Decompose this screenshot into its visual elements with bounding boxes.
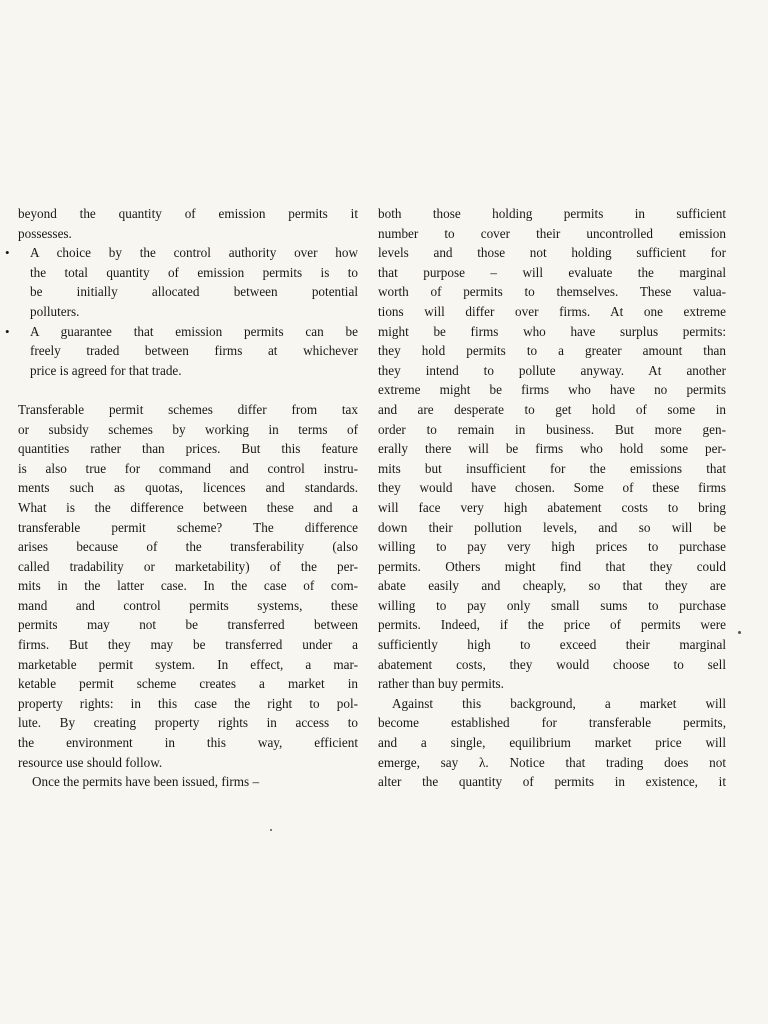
bullet-item xyxy=(5,322,358,381)
text-line: freely traded between firms at whichever xyxy=(30,343,358,359)
bullet-item xyxy=(5,243,358,321)
text-line: resource use should follow. xyxy=(18,754,163,770)
bullet-icon: • xyxy=(5,245,10,261)
text-line: permits. Others might find that they could xyxy=(378,558,726,574)
text-line: order to remain in business. But more gen- xyxy=(378,421,726,437)
text-line: they intend to pollute anyway. At another xyxy=(378,362,726,378)
text-line: permits. Indeed, if the price of permits were xyxy=(378,617,726,633)
text-line: property rights: in this case the right to pol- xyxy=(18,695,358,711)
text-line: be initially allocated between potential xyxy=(30,284,358,300)
text-line: lute. By creating property rights in access to xyxy=(18,715,358,731)
text-line: permits may not be transferred between xyxy=(18,617,358,633)
text-line: extreme might be firms who have no permits xyxy=(378,382,726,398)
text-line: possesses. xyxy=(18,225,72,241)
left-column xyxy=(5,204,358,792)
text-line: arises because of the transferability (also xyxy=(18,539,358,555)
text-line: called tradability or marketability) of the per- xyxy=(18,558,358,574)
text-line: Transferable permit schemes differ from tax xyxy=(18,401,358,417)
text-line: both those holding permits in sufficient xyxy=(378,206,726,221)
bullet-icon: • xyxy=(5,323,10,339)
text-line: Against this background, a market will xyxy=(392,695,726,711)
text-line: will face very high abatement costs to bring xyxy=(378,499,726,515)
paragraph xyxy=(378,204,726,694)
scan-speck xyxy=(270,829,272,831)
text-line: abatement costs, they would choose to sell xyxy=(378,656,726,672)
paragraph xyxy=(378,694,726,792)
text-line: number to cover their uncontrolled emission xyxy=(378,225,726,241)
text-line: mits but insufficient for the emissions that xyxy=(378,460,726,476)
text-line: become established for transferable permits, xyxy=(378,715,726,731)
text-line: sufficiently high to exceed their marginal xyxy=(378,637,726,653)
text-line: erally there will be firms who hold some per- xyxy=(378,441,726,457)
text-line: ments such as quotas, licences and standards. xyxy=(18,480,358,496)
text-line: willing to pay very high prices to purchase xyxy=(378,539,726,555)
text-line: the total quantity of emission permits is to xyxy=(30,264,358,280)
text-line: mand and control permits systems, these xyxy=(18,597,358,613)
text-line: beyond the quantity of emission permits it xyxy=(18,206,358,221)
paragraph-gap xyxy=(18,380,358,400)
scan-speck xyxy=(738,631,741,634)
text-line: transferable permit scheme? The difference xyxy=(18,519,358,535)
text-line: What is the difference between these and a xyxy=(18,499,358,515)
text-line: polluters. xyxy=(30,303,80,319)
paragraph xyxy=(18,400,358,772)
text-line: or subsidy schemes by working in terms of xyxy=(18,421,358,437)
text-line: is also true for command and control instru- xyxy=(18,460,358,476)
text-line: and a single, equilibrium market price will xyxy=(378,735,726,751)
text-line: abate easily and cheaply, so that they are xyxy=(378,578,726,594)
text-line: ketable permit scheme creates a market in xyxy=(18,676,358,692)
text-line: and are desperate to get hold of some in xyxy=(378,401,726,417)
text-line: worth of permits to themselves. These valua- xyxy=(378,284,726,300)
text-line: firms. But they may be transferred under a xyxy=(18,637,358,653)
text-line: willing to pay only small sums to purchase xyxy=(378,597,726,613)
text-line: that purpose – will evaluate the marginal xyxy=(378,264,726,280)
text-line: Once the permits have been issued, firms – xyxy=(32,774,260,790)
text-line: price is agreed for that trade. xyxy=(30,362,182,378)
text-line: emerge, say λ. Notice that trading does not xyxy=(378,754,726,770)
bullet-list xyxy=(5,243,358,380)
text-line: quantities rather than prices. But this feature xyxy=(18,441,358,457)
text-line: down their pollution levels, and so will be xyxy=(378,519,726,535)
text-line: they would have chosen. Some of these firms xyxy=(378,480,726,496)
text-line: levels and those not holding sufficient for xyxy=(378,245,726,261)
text-line: A choice by the control authority over how xyxy=(30,245,358,261)
text-line: they hold permits to a greater amount than xyxy=(378,343,726,359)
text-line: marketable permit system. In effect, a mar- xyxy=(18,656,358,672)
text-line: rather than buy permits. xyxy=(378,676,504,692)
right-column xyxy=(378,204,726,792)
text-line: A guarantee that emission permits can be xyxy=(30,323,358,339)
text-line: alter the quantity of permits in existence, it xyxy=(378,774,726,790)
text-line: might be firms who have surplus permits: xyxy=(378,323,726,339)
text-line: tions will differ over firms. At one extreme xyxy=(378,303,726,319)
text-line: the environment in this way, efficient xyxy=(18,735,358,751)
text-line: mits in the latter case. In the case of com- xyxy=(18,578,358,594)
